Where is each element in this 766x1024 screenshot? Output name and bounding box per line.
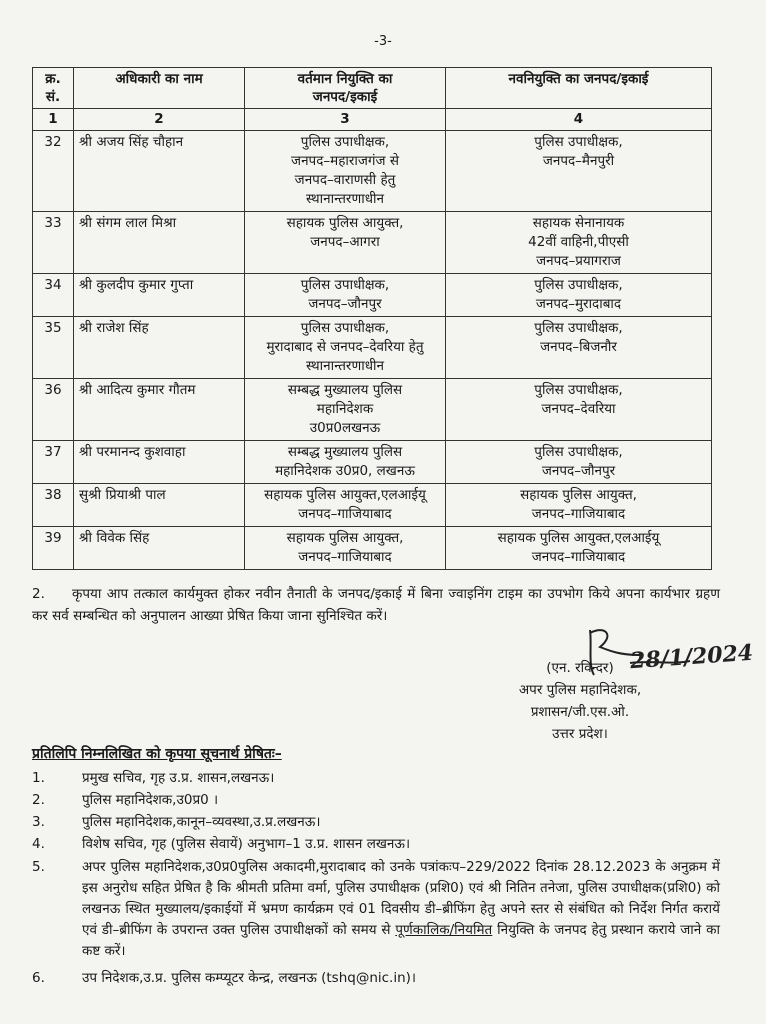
table-row — [33, 484, 712, 527]
new-posting-line: जनपद–प्रयागराज — [536, 253, 621, 269]
serial-cell: 37 — [33, 441, 74, 484]
list-item-text: पुलिस महानिदेशक,कानून–व्यवस्था,उ.प्र.लखनऊ। — [82, 814, 321, 830]
current-posting-line: सहायक पुलिस आयुक्त, — [286, 215, 404, 231]
table-header-row — [33, 68, 712, 109]
current-posting-line: पुलिस उपाधीक्षक, — [300, 320, 390, 336]
new-posting-cell — [446, 212, 712, 274]
current-posting-cell — [245, 379, 446, 441]
list-item-text: प्रमुख सचिव, गृह उ.प्र. शासन,लखनऊ। — [82, 770, 275, 786]
new-posting-line: जनपद–बिजनौर — [540, 339, 617, 355]
list-item-number: 1. — [32, 770, 45, 786]
index-cell: 2 — [74, 109, 245, 131]
current-posting-line: जनपद–आगरा — [310, 234, 380, 250]
officer-name-cell: श्री परमानन्द कुशवाहा — [74, 441, 245, 484]
new-posting-line: पुलिस उपाधीक्षक, — [534, 134, 623, 150]
signatory-name: (एन. रविन्दर) — [546, 660, 614, 676]
current-posting-cell — [245, 131, 446, 212]
current-posting-line: उ0प्र0लखनऊ — [309, 420, 381, 436]
table-row — [33, 379, 712, 441]
list-item-number: 6. — [32, 970, 45, 986]
handwritten-date: 28/1/2024 — [629, 639, 754, 675]
serial-cell: 32 — [33, 131, 74, 212]
table-row — [33, 317, 712, 379]
current-posting-line: पुलिस उपाधीक्षक, — [300, 134, 390, 150]
index-cell: 3 — [245, 109, 446, 131]
current-posting-cell — [245, 441, 446, 484]
officer-name-cell: श्री अजय सिंह चौहान — [74, 131, 245, 212]
header-new-posting: नवनियुक्ति का जनपद/इकाई — [446, 68, 712, 109]
table-row — [33, 527, 712, 570]
list-item-text — [82, 857, 720, 962]
new-posting-cell — [446, 441, 712, 484]
new-posting-line: सहायक पुलिस आयुक्त,एलआईयू — [497, 530, 660, 546]
new-posting-line: जनपद–गाजियाबाद — [531, 506, 626, 522]
paragraph-text: कृपया आप तत्काल कार्यमुक्त होकर नवीन तैनाती के जनपद/इकाई में बिना ज्वाइनिंग टाइम का उपभोग किये अपना कार्यभार ग्रहण कर सर्व सम्बन्धित को अनुपालन आख्या प्रेषित किया जाना सुनिश्चित करें। — [32, 586, 720, 624]
new-posting-line: सहायक सेनानायक — [532, 215, 625, 231]
list-item-underlined-text: पूर्णकालिक/नियमित — [395, 922, 493, 938]
list-item — [32, 768, 720, 789]
serial-cell: 34 — [33, 274, 74, 317]
current-posting-cell — [245, 484, 446, 527]
current-posting-line: जनपद–वाराणसी हेतु — [294, 172, 396, 188]
new-posting-cell — [446, 317, 712, 379]
table-body — [33, 131, 712, 570]
paragraph-number: 2. — [32, 586, 45, 602]
list-item-number: 3. — [32, 814, 45, 830]
new-posting-line: पुलिस उपाधीक्षक, — [534, 382, 623, 398]
table-row — [33, 212, 712, 274]
signature-block — [470, 657, 690, 745]
current-posting-line: मुरादाबाद से जनपद–देवरिया हेतु — [266, 339, 424, 355]
current-posting-cell — [245, 274, 446, 317]
copy-to-list — [32, 768, 720, 990]
header-current-posting — [245, 68, 446, 109]
current-posting-line: जनपद–गाजियाबाद — [298, 506, 392, 522]
new-posting-line: पुलिस उपाधीक्षक, — [534, 444, 623, 460]
new-posting-cell — [446, 484, 712, 527]
current-posting-line: स्थानान्तरणाधीन — [305, 191, 385, 207]
serial-cell: 39 — [33, 527, 74, 570]
signatory-state: उत्तर प्रदेश। — [552, 726, 608, 742]
current-posting-line: महानिदेशक — [316, 401, 374, 417]
table-row — [33, 131, 712, 212]
current-posting-cell — [245, 527, 446, 570]
current-posting-line: सहायक पुलिस आयुक्त,एलआईयू — [264, 487, 426, 503]
new-posting-cell — [446, 379, 712, 441]
officer-name-cell: श्री विवेक सिंह — [74, 527, 245, 570]
new-posting-line: सहायक पुलिस आयुक्त, — [520, 487, 637, 503]
current-posting-line: जनपद–जौनपुर — [308, 296, 382, 312]
instruction-paragraph — [32, 583, 720, 627]
officer-name-cell: श्री कुलदीप कुमार गुप्ता — [74, 274, 245, 317]
page-number: -3- — [374, 34, 392, 49]
new-posting-cell — [446, 131, 712, 212]
current-posting-line: स्थानान्तरणाधीन — [305, 358, 385, 374]
signatory-department: प्रशासन/जी.एस.ओ. — [530, 704, 630, 720]
list-item-text: विशेष सचिव, गृह (पुलिस सेवायें) अनुभाग–1 उ.प्र. शासन लखनऊ। — [82, 836, 411, 852]
serial-cell: 33 — [33, 212, 74, 274]
list-item — [32, 968, 720, 989]
serial-cell: 38 — [33, 484, 74, 527]
new-posting-line: जनपद–मुरादाबाद — [535, 296, 622, 312]
list-item-number: 2. — [32, 792, 45, 808]
current-posting-cell — [245, 212, 446, 274]
table-row — [33, 441, 712, 484]
new-posting-line: जनपद–मैनपुरी — [542, 153, 615, 169]
officer-name-cell: श्री संगम लाल मिश्रा — [74, 212, 245, 274]
current-posting-line: सहायक पुलिस आयुक्त, — [286, 530, 404, 546]
header-officer-name: अधिकारी का नाम — [74, 68, 245, 109]
header-current-line: वर्तमान नियुक्ति का — [297, 71, 393, 87]
list-item — [32, 834, 720, 855]
officer-name-cell: सुश्री प्रियाश्री पाल — [74, 484, 245, 527]
new-posting-line: 42वीं वाहिनी,पीएसी — [528, 234, 629, 250]
officer-name-cell: श्री राजेश सिंह — [74, 317, 245, 379]
new-posting-line: जनपद–गाजियाबाद — [531, 549, 626, 565]
new-posting-line: जनपद–जौनपुर — [541, 463, 616, 479]
new-posting-line: पुलिस उपाधीक्षक, — [534, 277, 623, 293]
new-posting-line: जनपद–देवरिया — [541, 401, 616, 417]
list-item-number: 4. — [32, 836, 45, 852]
current-posting-line: पुलिस उपाधीक्षक, — [300, 277, 390, 293]
list-item-text: पुलिस महानिदेशक,उ0प्र0 । — [82, 792, 219, 808]
current-posting-cell — [245, 317, 446, 379]
list-item-text-part: अपर पुलिस महानिदेशक,उ0प्र0पुलिस अकादमी,मुरादाबाद को उनके पत्रांकःप–229/2022 दिनांक 28.12.2023 के अनुक्रम में इस अनुरोध सहित प्रेषित है कि श्रीमती प्रतिमा वर्मा, पुलिस उपाधीक्षक (प्रशि0) एवं श्री नितिन तनेजा, पुलिस उपाधीक्षक(प्रशि0) को लखनऊ स्थित मुख्यालय/इकाईयों में भ्रमण कार्यक्रम एवं 01 दिवसीय डी–ब्रीफिंग हेतु अपने स्तर से संबंधित को निर्देश निर्गत करायें एवं डी–ब्रीफिंग के उपरान्त उक्त पुलिस उपाधीक्षकों को समय से — [82, 859, 720, 938]
list-item — [32, 857, 720, 962]
new-posting-cell — [446, 527, 712, 570]
serial-cell: 36 — [33, 379, 74, 441]
copy-to-heading: प्रतिलिपि निम्नलिखित को कृपया सूचनार्थ प्रेषितः– — [32, 746, 282, 762]
index-cell: 1 — [33, 109, 74, 131]
list-item — [32, 790, 720, 811]
list-item-text-part: नियुक्ति के जनपद हेतु प्रस्थान कराये जाने का कष्ट करें। — [82, 922, 720, 959]
current-posting-line: सम्बद्ध मुख्यालय पुलिस — [287, 382, 403, 398]
new-posting-cell — [446, 274, 712, 317]
header-serial: क्र. सं. — [33, 68, 74, 109]
current-posting-line: महानिदेशक उ0प्र0, लखनऊ — [275, 463, 415, 479]
list-item — [32, 812, 720, 833]
new-posting-line: पुलिस उपाधीक्षक, — [534, 320, 623, 336]
table-row — [33, 274, 712, 317]
current-posting-line: जनपद–गाजियाबाद — [298, 549, 392, 565]
current-posting-line: जनपद–महाराजगंज से — [291, 153, 399, 169]
officer-name-cell: श्री आदित्य कुमार गौतम — [74, 379, 245, 441]
index-cell: 4 — [446, 109, 712, 131]
list-item-text: उप निदेशक,उ.प्र. पुलिस कम्प्यूटर केन्द्र, लखनऊ (tshq@nic.in)। — [82, 970, 417, 986]
list-item-number: 5. — [32, 859, 45, 875]
transfer-table — [32, 67, 712, 570]
current-posting-line: सम्बद्ध मुख्यालय पुलिस — [287, 444, 403, 460]
signatory-designation: अपर पुलिस महानिदेशक, — [518, 682, 642, 698]
header-current-line: जनपद/इकाई — [312, 89, 378, 105]
serial-cell: 35 — [33, 317, 74, 379]
table-index-row — [33, 109, 712, 131]
